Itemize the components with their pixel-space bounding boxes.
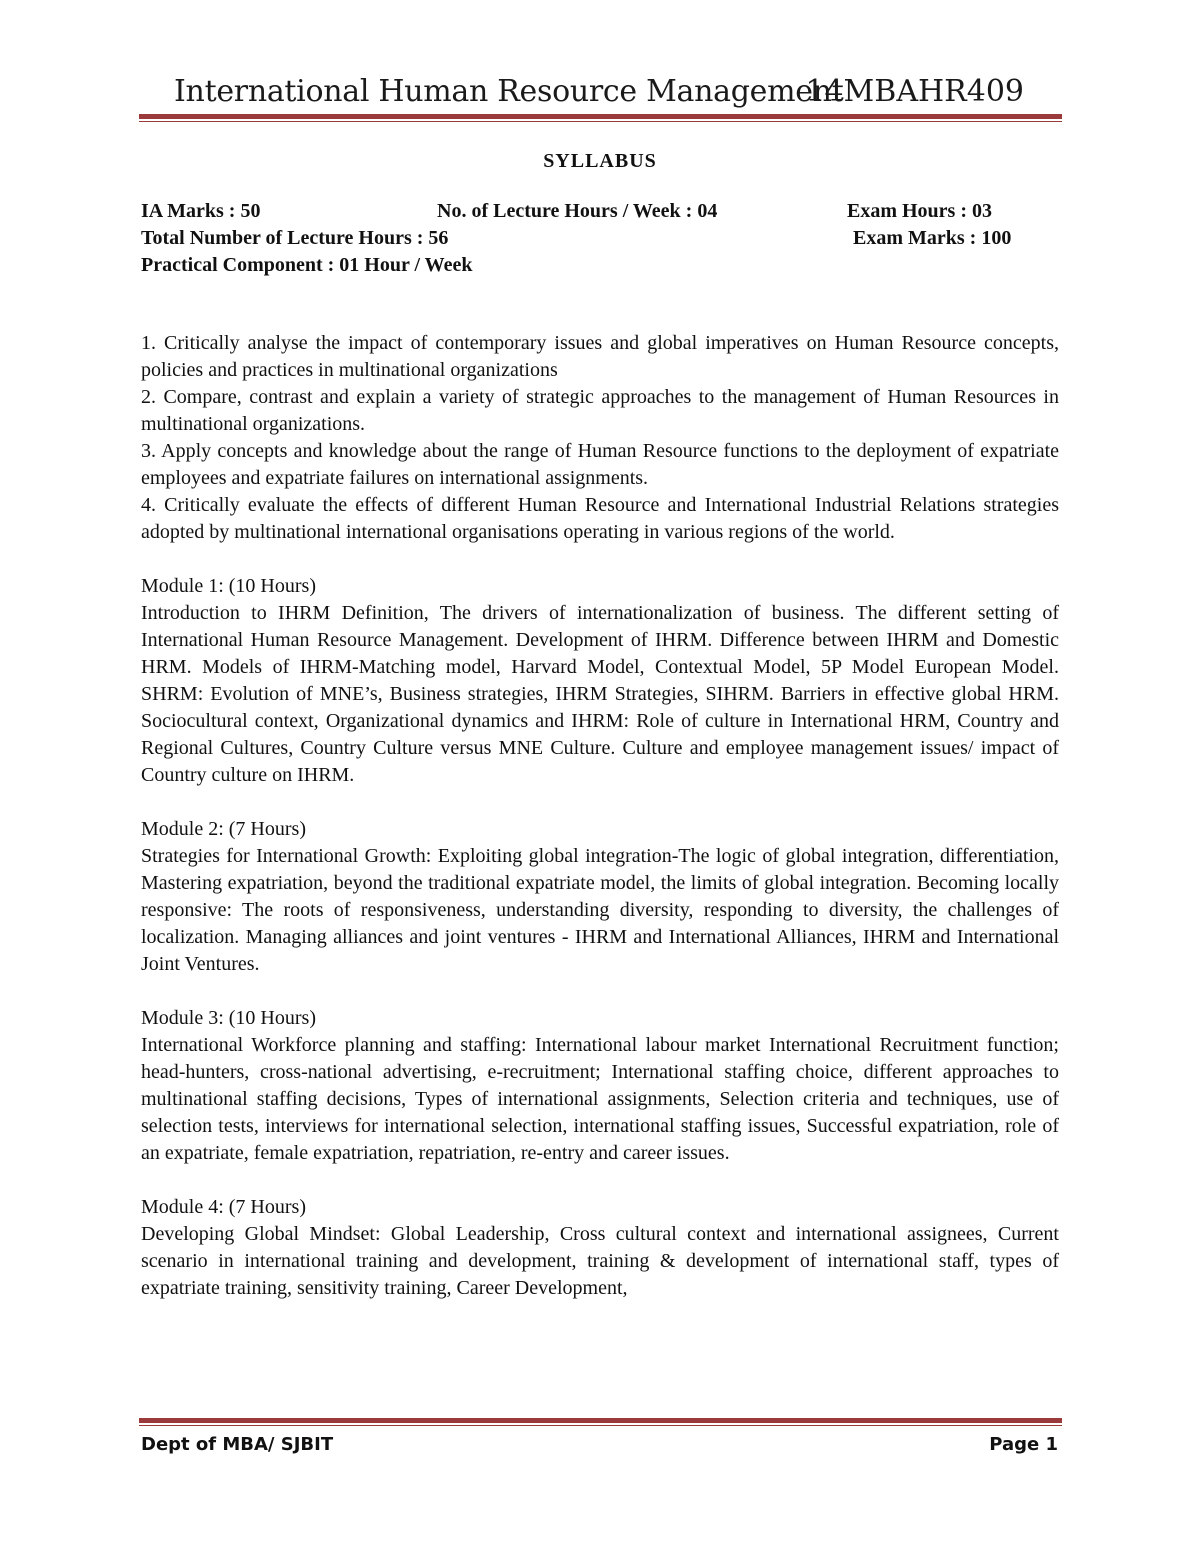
module-body: Introduction to IHRM Definition, The drivers of internationalization of business. The different setting of International Human Resource Management. Development of IHRM. Difference between IHRM and Domestic HRM. Models of IHRM-Matching model, Harvard Model, Contextual Model, 5P Model European Model. SHRM: Evolution of MNE’s, Business strategies, IHRM Strategies, SIHRM. Barriers in effective global HRM. Sociocultural context, Organizational dynamics and IHRM: Role of culture in International HRM, Country and Regional Cultures, Country Culture versus MNE Culture. Culture and employee management issues/ impact of Country culture on IHRM. <box>141 602 1059 786</box>
module-1 <box>141 573 1059 789</box>
module-3 <box>141 1005 1059 1167</box>
module-title: Module 3: (10 Hours) <box>141 1007 316 1029</box>
module-title: Module 2: (7 Hours) <box>141 818 306 840</box>
footer-department: Dept of MBA/ SJBIT <box>141 1434 334 1455</box>
syllabus-heading: SYLLABUS <box>543 150 657 172</box>
page-content <box>141 148 1059 1302</box>
module-4 <box>141 1194 1059 1302</box>
module-title: Module 4: (7 Hours) <box>141 1196 306 1218</box>
objective-item: 4. Critically evaluate the effects of different Human Resource and International Industrial Relations strategies adopted by multinational international organisations operating in various regions of the world. <box>141 494 1059 543</box>
course-objectives <box>141 330 1059 546</box>
objective-item: 2. Compare, contrast and explain a variety of strategic approaches to the management of Human Resources in multinational organizations. <box>141 386 1059 435</box>
meta-row-3 <box>141 252 1059 279</box>
footer-page-number: Page 1 <box>989 1434 1058 1455</box>
exam-hours: Exam Hours : 03 <box>847 200 992 222</box>
module-2 <box>141 816 1059 978</box>
course-code: 14MBAHR409 <box>805 74 1024 109</box>
ia-marks: IA Marks : 50 <box>141 200 261 222</box>
total-lecture-hours: Total Number of Lecture Hours : 56 <box>141 227 449 249</box>
meta-row-2 <box>141 225 1059 252</box>
meta-row-1 <box>141 198 1059 225</box>
footer-rule <box>139 1418 1062 1423</box>
footer-rule-thin <box>139 1425 1062 1426</box>
module-body: International Workforce planning and staffing: International labour market International Recruitment function; head-hunters, cross-national advertising, e-recruitment; International staffing choice, different approaches to multinational staffing decisions, Types of international assignments, Selection criteria and techniques, use of selection tests, interviews for international selection, international staffing issues, Successful expatriation, role of an expatriate, female expatriation, repatriation, re-entry and career issues. <box>141 1034 1059 1164</box>
objective-item: 1. Critically analyse the impact of contemporary issues and global imperatives on Human Resource concepts, policies and practices in multinational organizations <box>141 332 1059 381</box>
practical-component: Practical Component : 01 Hour / Week <box>141 254 473 276</box>
header-rule-thin <box>139 121 1062 122</box>
objective-item: 3. Apply concepts and knowledge about the range of Human Resource functions to the deployment of expatriate employees and expatriate failures on international assignments. <box>141 440 1059 489</box>
lecture-hours-week: No. of Lecture Hours / Week : 04 <box>437 200 718 222</box>
exam-marks: Exam Marks : 100 <box>853 227 1012 249</box>
module-title: Module 1: (10 Hours) <box>141 575 316 597</box>
document-title: International Human Resource Management <box>174 74 844 109</box>
header-rule <box>139 114 1062 119</box>
module-body: Developing Global Mindset: Global Leadership, Cross cultural context and international assignees, Current scenario in international training and development, training & development of international staff, types of expatriate training, sensitivity training, Career Development, <box>141 1223 1059 1299</box>
module-body: Strategies for International Growth: Exploiting global integration-The logic of global integration, differentiation, Mastering expatriation, beyond the traditional expatriate model, the limits of global integration. Becoming locally responsive: The roots of responsiveness, understanding diversity, responding to diversity, the challenges of localization. Managing alliances and joint ventures - IHRM and International Alliances, IHRM and International Joint Ventures. <box>141 845 1059 975</box>
page-header <box>140 74 1060 114</box>
